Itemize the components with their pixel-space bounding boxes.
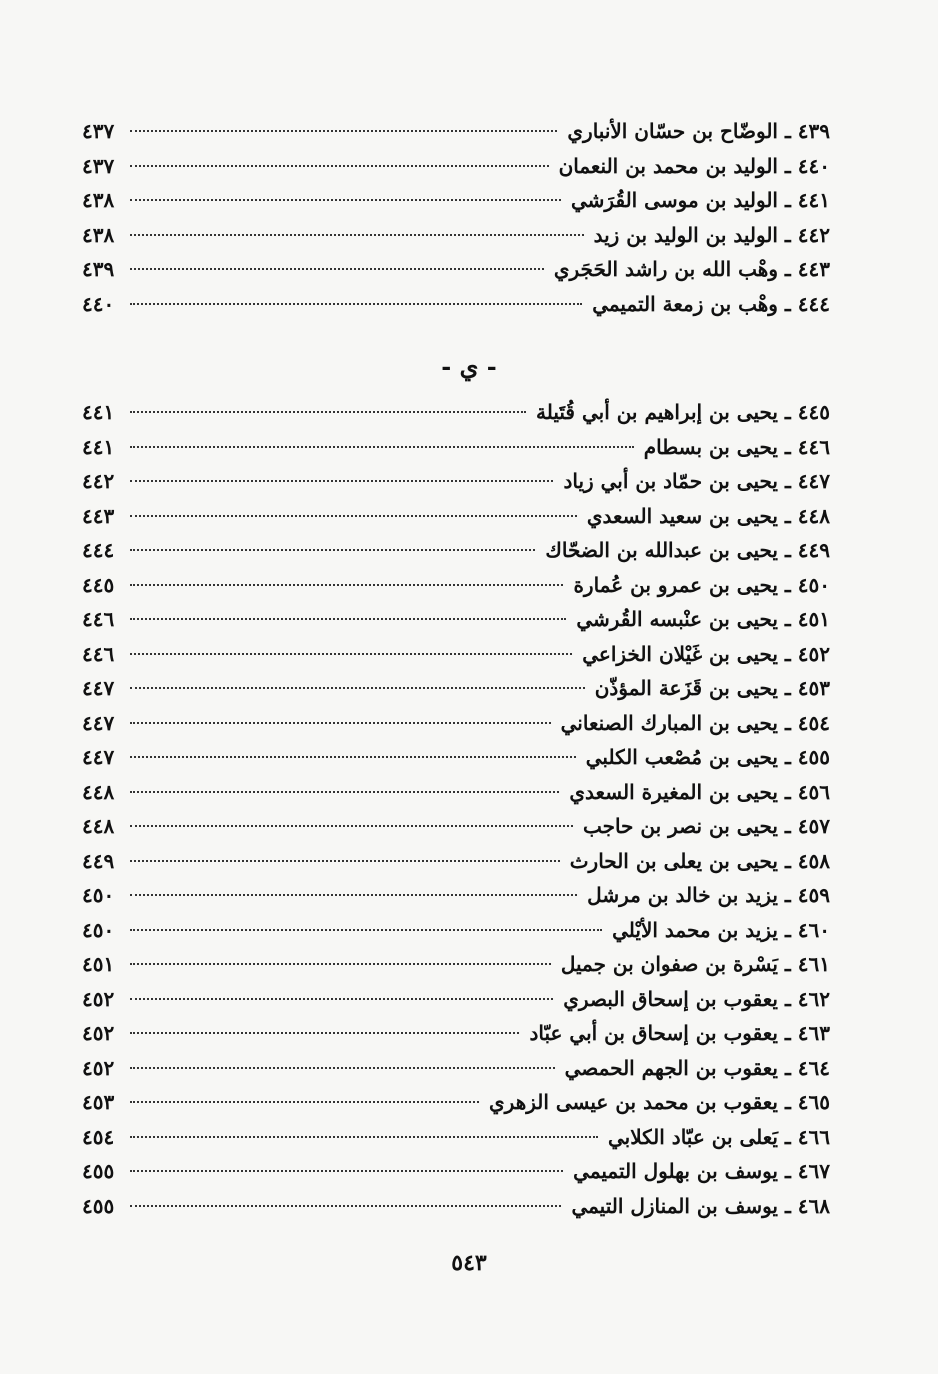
dot-leader xyxy=(130,303,582,305)
toc-row xyxy=(82,878,830,913)
toc-entry-title: ٤٤٩ ـ يحيى بن عبدالله بن الضحّاك xyxy=(545,538,830,562)
toc-page-number: ٤٤٨ xyxy=(82,814,115,838)
toc-row xyxy=(82,183,830,218)
dot-leader xyxy=(130,825,573,827)
toc-row xyxy=(82,913,830,948)
toc-entry-title: ٤٤٧ ـ يحيى بن حمّاد بن أبي زياد xyxy=(563,469,830,493)
dot-leader xyxy=(130,199,561,201)
toc-page-number: ٤٣٨ xyxy=(82,222,115,247)
toc-page-number: ٤٣٩ xyxy=(82,257,115,281)
dot-leader xyxy=(130,1170,563,1172)
page-number: ٥٤٣ xyxy=(451,1250,487,1276)
toc-row xyxy=(82,809,830,844)
toc-page-number: ٤٣٧ xyxy=(82,153,115,178)
dot-leader xyxy=(130,234,584,236)
toc-page-number: ٤٤٢ xyxy=(82,469,115,493)
toc-row xyxy=(82,568,830,603)
toc-row xyxy=(82,844,830,879)
toc-row xyxy=(82,499,830,534)
toc-page-number: ٤٥٤ xyxy=(82,1124,115,1149)
dot-leader xyxy=(130,929,602,931)
toc-entry-title: ٤٤٤ ـ وهْب بن زمعة التميمي xyxy=(592,291,830,316)
dot-leader xyxy=(130,722,551,724)
toc-entry-title: ٤٦٧ ـ يوسف بن بهلول التميمي xyxy=(573,1159,830,1183)
toc-entry-title: ٤٤٢ ـ الوليد بن الوليد بن زيد xyxy=(593,222,830,247)
dot-leader xyxy=(130,653,572,655)
toc-entry-title: ٤٥٧ ـ يحيى بن نصر بن حاجب xyxy=(582,814,830,838)
toc-row xyxy=(82,252,830,287)
toc-row xyxy=(82,430,830,465)
toc-entry-title: ٤٥٥ ـ يحيى بن مُصْعب الكلبي xyxy=(585,745,830,769)
dot-leader xyxy=(130,411,526,413)
toc-page-number: ٤٥٥ xyxy=(82,1193,115,1218)
toc-entry-title: ٤٣٩ ـ الوضّاح بن حسّان الأنباري xyxy=(567,119,830,143)
toc-entry-title: ٤٤٥ ـ يحيى بن إبراهيم بن أبي قُتَيلة xyxy=(536,400,830,424)
toc-page-number: ٤٤٧ xyxy=(82,676,115,700)
toc-entry-title: ٤٥٢ ـ يحيى بن غَيْلان الخزاعي xyxy=(582,641,830,666)
toc-page-number: ٤٥١ xyxy=(82,952,115,976)
toc-row xyxy=(82,1154,830,1189)
dot-leader xyxy=(130,756,576,758)
toc-row xyxy=(82,982,830,1017)
toc-page-number: ٤٥٢ xyxy=(82,986,115,1011)
dot-leader xyxy=(130,1205,561,1207)
toc-entry-title: ٤٥٩ ـ يزيد بن خالد بن مرشل xyxy=(587,883,830,907)
toc-row xyxy=(82,533,830,568)
toc-page-number: ٤٤٧ xyxy=(82,710,115,735)
toc-row xyxy=(82,706,830,741)
dot-leader xyxy=(130,860,560,862)
toc-page-number: ٤٥٠ xyxy=(82,917,115,942)
toc-page-number: ٤٤٩ xyxy=(82,848,115,873)
toc-entry-title: ٤٦٢ ـ يعقوب بن إسحاق البصري xyxy=(563,986,830,1011)
toc-row xyxy=(82,114,830,149)
toc-page-number: ٤٤٦ xyxy=(82,607,115,631)
toc-row xyxy=(82,1189,830,1224)
toc-entry-title: ٤٥١ ـ يحيى بن عنْبسه القُرشي xyxy=(576,607,830,631)
dot-leader xyxy=(130,130,557,132)
dot-leader xyxy=(130,618,566,620)
toc-list-top xyxy=(82,114,830,321)
toc-entry-title: ٤٤٠ ـ الوليد بن محمد بن النعمان xyxy=(558,153,830,178)
dot-leader xyxy=(130,584,563,586)
dot-leader xyxy=(130,165,549,167)
toc-entry-title: ٤٦١ ـ يَسْرة بن صفوان بن جميل xyxy=(560,952,830,976)
toc-row xyxy=(82,1120,830,1155)
toc-list-ya xyxy=(82,395,830,1223)
toc-entry-title: ٤٤١ ـ الوليد بن موسى القُرَشي xyxy=(570,188,830,212)
toc-page-number: ٤٥٢ xyxy=(82,1021,115,1045)
dot-leader xyxy=(130,1032,519,1034)
toc-row xyxy=(82,1016,830,1051)
toc-entry-title: ٤٤٨ ـ يحيى بن سعيد السعدي xyxy=(586,503,830,528)
toc-page-number: ٤٣٨ xyxy=(82,188,115,212)
toc-row xyxy=(82,1051,830,1086)
toc-row xyxy=(82,637,830,672)
toc-page-number: ٤٤٧ xyxy=(82,745,115,769)
dot-leader xyxy=(130,268,544,270)
dot-leader xyxy=(130,1101,479,1103)
toc-entry-title: ٤٥٨ ـ يحيى بن يعلى بن الحارث xyxy=(569,848,830,873)
toc-page-number: ٤٥٣ xyxy=(82,1090,115,1114)
toc-entry-title: ٤٤٦ ـ يحيى بن بسطام xyxy=(643,434,830,459)
dot-leader xyxy=(130,791,559,793)
toc-entry-title: ٤٦٠ ـ يزيد بن محمد الأيْلي xyxy=(612,917,830,942)
toc-page-number: ٤٤٤ xyxy=(82,538,115,562)
section-heading: - ي - xyxy=(441,352,497,381)
toc-row xyxy=(82,1085,830,1120)
toc-row xyxy=(82,218,830,253)
toc-entry-title: ٤٦٣ ـ يعقوب بن إسحاق بن أبي عبّاد xyxy=(529,1021,830,1045)
dot-leader xyxy=(130,515,577,517)
dot-leader xyxy=(130,480,553,482)
toc-page-number: ٤٤١ xyxy=(82,400,115,424)
toc-page-number: ٤٣٧ xyxy=(82,119,115,143)
toc-row xyxy=(82,775,830,810)
toc-page-number: ٤٤٠ xyxy=(82,291,115,316)
toc-row xyxy=(82,947,830,982)
toc-entry-title: ٤٥٠ ـ يحيى بن عمرو بن عُمارة xyxy=(573,572,830,597)
toc-row xyxy=(82,287,830,322)
toc-entry-title: ٤٦٤ ـ يعقوب بن الجهم الحمصي xyxy=(564,1055,830,1080)
dot-leader xyxy=(130,446,634,448)
toc-row xyxy=(82,149,830,184)
toc-page-number: ٤٤١ xyxy=(82,434,115,459)
toc-entry-title: ٤٥٦ ـ يحيى بن المغيرة السعدي xyxy=(569,779,830,804)
dot-leader xyxy=(130,1136,598,1138)
toc-row xyxy=(82,671,830,706)
dot-leader xyxy=(130,687,585,689)
toc-entry-title: ٤٦٥ ـ يعقوب بن محمد بن عيسى الزهري xyxy=(489,1090,830,1114)
toc-entry-title: ٤٦٦ ـ يَعلى بن عبّاد الكلابي xyxy=(607,1124,830,1149)
toc-page-number: ٤٥٥ xyxy=(82,1159,115,1183)
dot-leader xyxy=(130,1067,555,1069)
dot-leader xyxy=(130,963,551,965)
toc-entry-title: ٤٥٤ ـ يحيى بن المبارك الصنعاني xyxy=(560,710,830,735)
toc-row xyxy=(82,464,830,499)
toc-page-number: ٤٥٠ xyxy=(82,883,115,907)
dot-leader xyxy=(130,549,535,551)
toc-row xyxy=(82,395,830,430)
toc-entry-title: ٤٦٨ ـ يوسف بن المنازل التيمي xyxy=(571,1193,830,1218)
toc-page-number: ٤٥٢ xyxy=(82,1055,115,1080)
dot-leader xyxy=(130,894,577,896)
toc-page-number: ٤٤٨ xyxy=(82,779,115,804)
toc-entry-title: ٤٤٣ ـ وهْب الله بن راشد الحَجَري xyxy=(553,257,830,281)
toc-page-number: ٤٤٦ xyxy=(82,641,115,666)
toc-page-number: ٤٤٣ xyxy=(82,503,115,528)
toc-entry-title: ٤٥٣ ـ يحيى بن قَزَعة المؤذّن xyxy=(594,676,830,700)
toc-page-number: ٤٤٥ xyxy=(82,572,115,597)
toc-row xyxy=(82,740,830,775)
toc-row xyxy=(82,602,830,637)
dot-leader xyxy=(130,998,553,1000)
